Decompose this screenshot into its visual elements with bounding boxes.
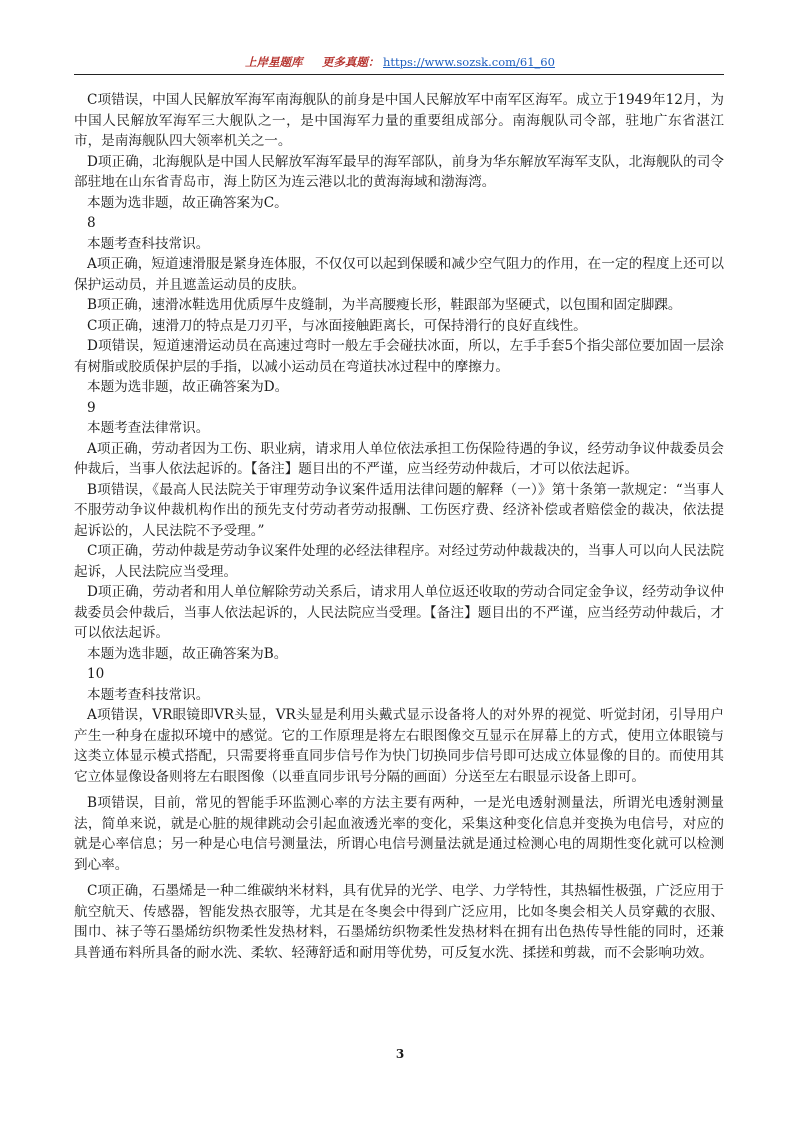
paragraph: C项错误，中国人民解放军海军南海舰队的前身是中国人民解放军中南军区海军。成立于1949年12月，为中国人民解放军海军三大舰队之一，是中国海军力量的重要组成部分。南海舰队司令部，驻地广东省湛江市，是南海舰队四大领率机关之一。: [74, 92, 724, 149]
question-number: 9: [87, 399, 96, 416]
topic-line: 本题考查科技常识。: [87, 235, 210, 252]
paragraph: D项正确，劳动者和用人单位解除劳动关系后，请求用人单位返还收取的劳动合同定金争议，经劳动争议仲裁委员会仲裁后，当事人依法起诉的，人民法院应当受理。【备注】题目出的不严谨，应当经劳动仲裁后，才可以依法起诉。: [74, 584, 724, 641]
paragraph: A项错误，VR眼镜即VR头显，VR头显是利用头戴式显示设备将人的对外界的视觉、听觉封闭，引导用户产生一种身在虚拟环境中的感觉。它的工作原理是将左右眼图像交互显示在屏幕上的方式，使用立体眼镜与这类立体显示模式搭配，只需要将垂直同步信号作为快门切换同步信号即可达成立体显像的目的。而使用其它立体显像设备则将左右眼图像（以垂直同步讯号分隔的画面）分送至左右眼显示设备上即可。: [74, 707, 724, 785]
paragraph: A项正确，劳动者因为工伤、职业病，请求用人单位依法承担工伤保险待遇的争议，经劳动争议仲裁委员会仲裁后，当事人依法起诉的。【备注】题目出的不严谨，应当经劳动仲裁后，才可以依法起诉。: [74, 440, 724, 477]
header-divider: [74, 74, 724, 75]
paragraph: C项正确，石墨烯是一种二维碳纳米材料，具有优异的光学、电学、力学特性，其热辐性极强，广泛应用于航空航天、传感器，智能发热衣服等，尤其是在冬奥会中得到广泛应用，比如冬奥会相关人员穿戴的衣服、围巾、袜子等石墨烯纺织物柔性发热材料，石墨烯纺织物柔性发热材料在拥有出色热传导性能的同时，还兼具普通布料所具备的耐水洗、柔软、轻薄舒适和耐用等优势，可反复水洗、揉搓和剪裁，而不会影响功效。: [74, 883, 724, 961]
more-questions-label: 更多真题：: [321, 55, 380, 69]
paragraph: B项正确，速滑冰鞋选用优质厚牛皮缝制，为半高腰瘦长形，鞋跟部为坚硬式，以包围和固定脚踝。: [87, 297, 682, 313]
page-number: 3: [395, 1047, 405, 1061]
paragraph: D项正确，北海舰队是中国人民解放军海军最早的海军部队，前身为华东解放军海军支队，北海舰队的司令部驻地在山东省青岛市，海上防区为连云港以北的黄海海域和渤海湾。: [74, 153, 724, 190]
source-link[interactable]: https://www.sozsk.com/61_60: [383, 55, 555, 69]
topic-line: 本题考查法律常识。: [87, 420, 210, 436]
paragraph: B项错误，目前，常见的智能手环监测心率的方法主要有两种，一是光电透射测量法，所谓光电透射测量法，简单来说，就是心脏的规律跳动会引起血液透光率的变化，采集这种变化信息并变换为电信号，对应的就是心率信息；另一种是心电信号测量法，所谓心电信号测量法就是通过检测心电的周期性变化就可以检测到心率。: [74, 795, 724, 873]
paragraph: C项正确，劳动仲裁是劳动争议案件处理的必经法律程序。对经过劳动仲裁裁决的，当事人可以向人民法院起诉，人民法院应当受理。: [74, 543, 724, 580]
question-number: 8: [87, 215, 96, 231]
question-number: 10: [87, 666, 105, 682]
answer-line: 本题为选非题，故正确答案为B。: [87, 645, 288, 662]
answer-line: 本题为选非题，故正确答案为D。: [87, 379, 289, 395]
page-body: [74, 90, 724, 963]
topic-line: 本题考查科技常识。: [87, 686, 210, 703]
brand-name: 上岸星题库: [245, 55, 303, 69]
paragraph: B项错误，《最高人民法院关于审理劳动争议案件适用法律问题的解释（一）》第十条第一款规定：“当事人不服劳动争议仲裁机构作出的预先支付劳动者劳动报酬、工伤医疗费、经济补偿或者赔偿金的裁决，依法提起诉讼的，人民法院不予受理。”: [74, 481, 724, 539]
paragraph: C项正确，速滑刀的特点是刀刃平，与冰面接触距离长，可保持滑行的良好直线性。: [87, 317, 587, 334]
page-header: [0, 54, 800, 70]
paragraph: A项正确，短道速滑服是紧身连体服，不仅仅可以起到保暖和减少空气阻力的作用，在一定的程度上还可以保护运动员，并且遮盖运动员的皮肤。: [74, 256, 724, 293]
paragraph: D项错误，短道速滑运动员在高速过弯时一般左手会碰扶冰面，所以，左手手套5个指尖部位要加固一层涂有树脂或胶质保护层的手指，以减小运动员在弯道扶冰过程中的摩擦力。: [74, 338, 724, 375]
answer-line: 本题为选非题，故正确答案为C。: [87, 194, 288, 211]
